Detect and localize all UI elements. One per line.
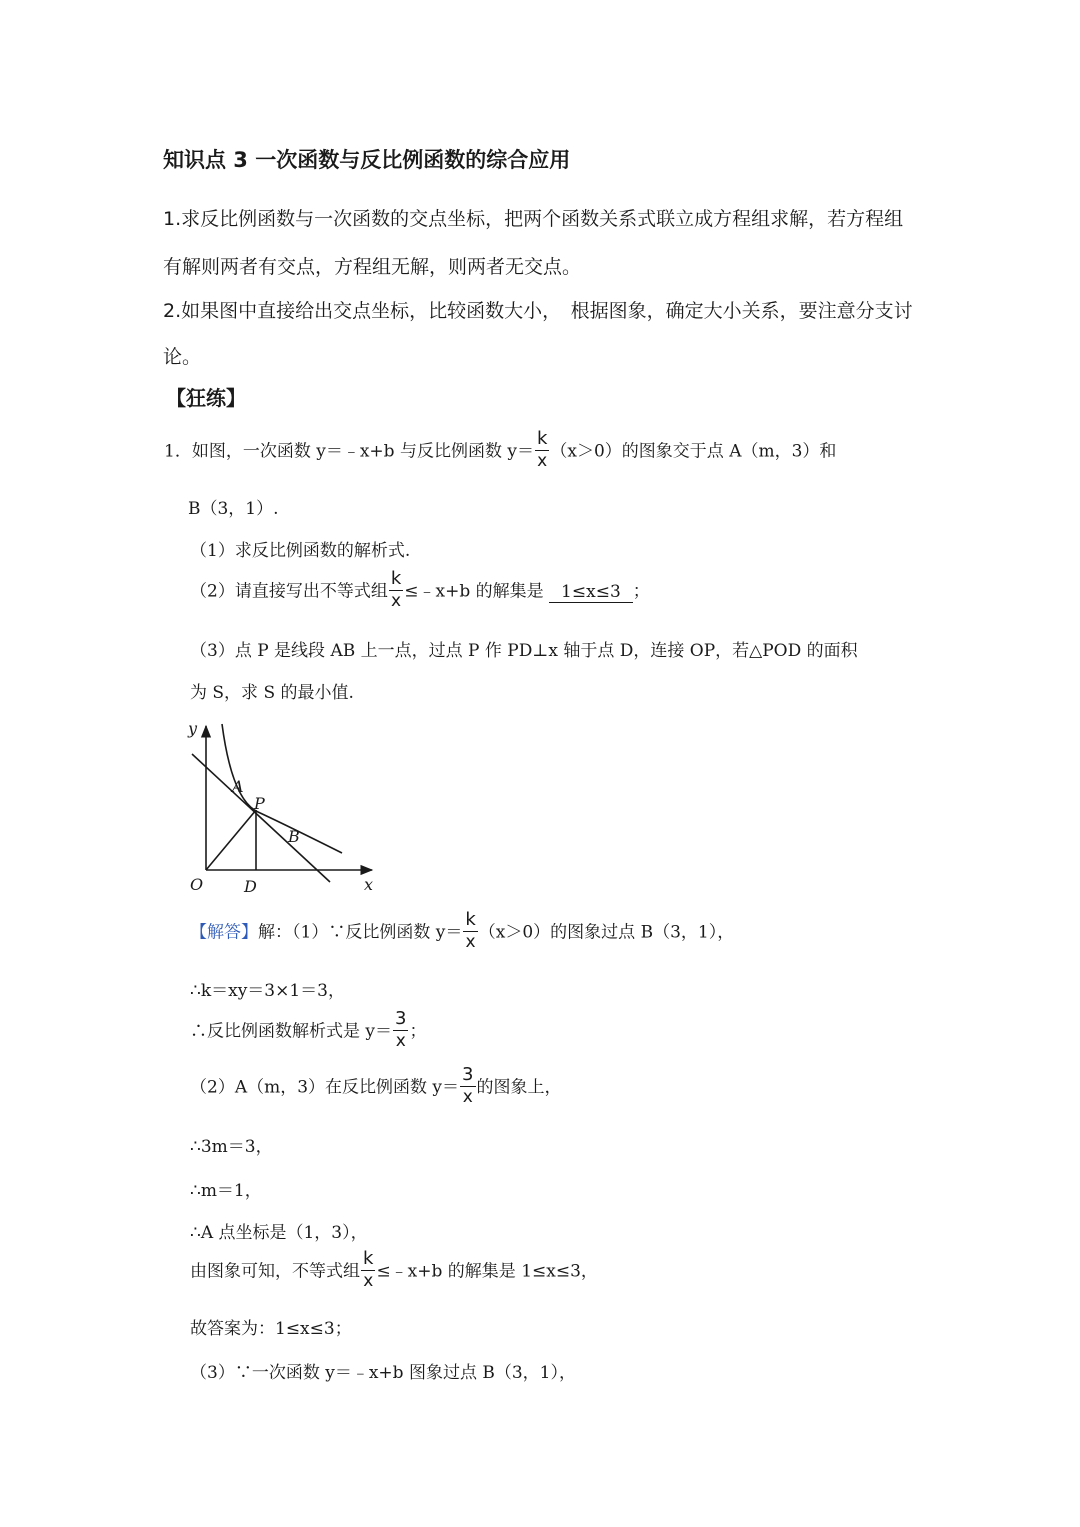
- fraction-k-over-x: $\frac{k}{x}$: [390, 568, 402, 611]
- solution-line-2: ∴k＝xy＝3×1＝3，: [190, 981, 346, 1001]
- question-1-part-2: （2）请直接写出不等式组 $\frac{k}{x}$ ≤﹣x+b 的解集是 1≤x≤3 ；: [190, 568, 650, 611]
- solution-line-3: ∴反比例函数解析式是 y＝ $\frac{3}{x}$ ；: [190, 1008, 427, 1051]
- point-D-label: D: [244, 877, 257, 896]
- rule-1-line-1: 1.求反比例函数与一次函数的交点坐标，把两个函数关系式联立成方程组求解，若方程组: [163, 208, 904, 230]
- x-axis-label: x: [364, 875, 374, 894]
- fraction-k-over-x: $\frac{k}{x}$: [465, 909, 476, 952]
- drill-heading: 【狂练】: [166, 386, 246, 410]
- y-axis-label: y: [188, 719, 198, 738]
- question-1-line-1: 1．如图，一次函数 y＝﹣x+b 与反比例函数 y＝ $\frac{k}{x}$ （x＞0）的图象交于点 A（m，3）和: [164, 428, 837, 471]
- fraction-3-over-x: $\frac{3}{x}$: [395, 1008, 407, 1051]
- point-B-label: B: [288, 827, 300, 846]
- solution-line-9: 故答案为：1≤x≤3；: [190, 1319, 352, 1339]
- fraction-3-over-x: $\frac{3}{x}$: [462, 1064, 474, 1107]
- solution-line-4: （2）A（m，3）在反比例函数 y＝ $\frac{3}{x}$ 的图象上，: [190, 1064, 562, 1107]
- solution-tag: 【解答】: [190, 922, 258, 943]
- function-graph-figure: [180, 712, 400, 902]
- solution-line-10: （3）∵一次函数 y＝﹣x+b 图象过点 B（3，1），: [190, 1363, 576, 1383]
- fraction-k-over-x: $\frac{k}{x}$: [363, 1248, 374, 1291]
- solution-line-6: ∴m＝1，: [190, 1181, 262, 1201]
- question-1-line-2: B（3，1）.: [188, 499, 279, 519]
- point-P-label: P: [254, 794, 265, 813]
- question-1-part-3-line-1: （3）点 P 是线段 AB 上一点，过点 P 作 PD⊥x 轴于点 D，连接 OP，若△POD 的面积: [190, 641, 858, 661]
- rule-2-line-2: 论。: [163, 346, 202, 368]
- question-1-part-3-line-2: 为 S，求 S 的最小值.: [190, 683, 354, 703]
- segment-OP: [206, 810, 256, 870]
- origin-label: O: [190, 875, 204, 894]
- question-1-part-1: （1）求反比例函数的解析式.: [190, 541, 411, 561]
- point-A-label: A: [232, 777, 244, 796]
- section-heading: 知识点 3 一次函数与反比例函数的综合应用: [163, 148, 571, 172]
- answer-blank: 1≤x≤3: [549, 582, 633, 603]
- rule-1-line-2: 有解则两者有交点，方程组无解，则两者无交点。: [163, 256, 582, 278]
- solution-line-7: ∴A 点坐标是（1，3），: [190, 1223, 368, 1243]
- solution-line-1: 【解答】解：（1）∵反比例函数 y＝ $\frac{k}{x}$ （x＞0）的图象过点 B（3，1），: [190, 909, 735, 952]
- solution-line-8: 由图象可知，不等式组 $\frac{k}{x}$ ≤﹣x+b 的解集是 1≤x≤3，: [190, 1248, 598, 1291]
- solution-line-5: ∴3m＝3，: [190, 1137, 273, 1157]
- fraction-k-over-x: $\frac{k}{x}$: [536, 428, 548, 471]
- rule-2-line-1: 2.如果图中直接给出交点坐标，比较函数大小， 根据图象，确定大小关系，要注意分支讨: [163, 300, 913, 322]
